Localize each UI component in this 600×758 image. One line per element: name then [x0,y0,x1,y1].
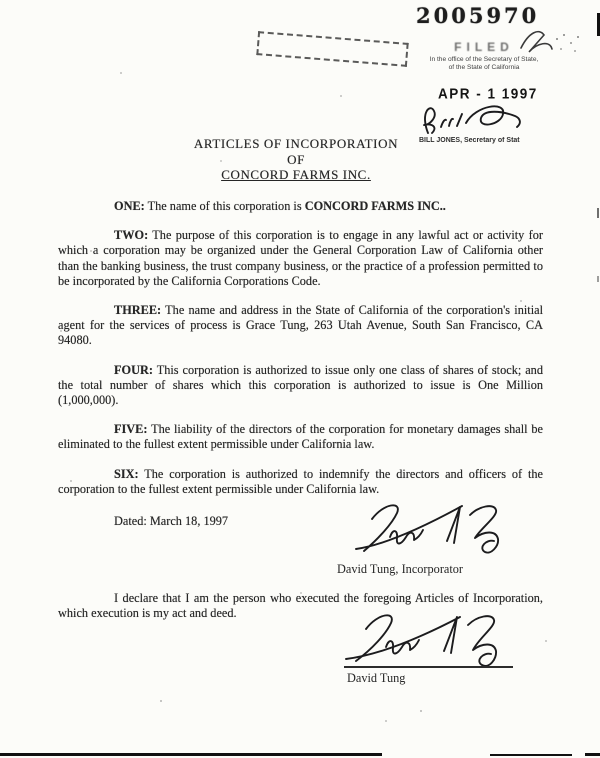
paragraph-one-label: ONE: [114,199,145,213]
scan-speck [420,710,422,712]
document-number-stamp: 2005970 [416,3,540,28]
paragraph-six-label: SIX: [114,466,139,481]
scan-speck [90,250,92,252]
dated-line: Dated: March 18, 1997 [114,514,229,529]
paragraph-three-text: The name and address in the State of California of the corporation's initial agent for the services of process is Grace Tung, 263 Utah Avenue, South San Francisco, CA 94080. [58,303,543,348]
scan-speck [300,592,302,594]
scan-speck [556,38,558,40]
filed-stamp-line-2: of the State of California [448,64,520,71]
declaration-paragraph: I declare that I am the person who executed the foregoing Articles of Incorporation, which execution is my act and deed. [58,591,543,621]
paragraph-two-text: The purpose of this corporation is to engage in any lawful act or activity for which a corporation may be organized under the General Corporation Law of California other than the banking business, the trust company business, or the practice of a profession permitted to be incorporated by the California Corporations Code. [58,228,543,288]
scan-speck [160,700,162,702]
paragraph-six-text: The corporation is authorized to indemnify the directors and officers of the corporation to the fullest extent permissible under California law. [58,466,544,496]
scan-speck [220,160,222,162]
paragraph-four [58,363,543,409]
scan-bottom-line [490,754,572,756]
scan-speck [60,330,62,332]
paragraph-three-label: THREE: [114,303,162,318]
paragraph-three [58,303,543,349]
scan-speck [120,72,122,74]
title-line-1: ARTICLES OF INCORPORATION [193,136,399,151]
scan-speck [340,95,342,97]
paragraph-two-label: TWO: [114,228,149,243]
scan-speck [574,50,576,52]
title-line-2: OF [287,151,305,167]
scan-speck [480,430,482,432]
david-tung-signature-2-icon [342,611,512,669]
filed-stamp-line-1: In the office of the Secretary of State, [429,56,539,63]
incorporator-signature-caption: David Tung, Incorporator [337,562,464,576]
signature-line [344,666,513,668]
paragraph-six [58,467,543,497]
paragraph-four-label: FOUR: [114,362,153,377]
scan-speck [385,720,387,722]
paragraph-five-label: FIVE: [114,422,148,437]
scan-edge-mark [597,276,599,282]
scan-speck [577,36,579,38]
david-tung-signature-icon [350,499,510,561]
scan-speck [563,34,565,36]
paragraph-two [58,228,543,289]
scan-edge-mark [597,208,599,218]
document-title [155,136,437,183]
secretary-of-state-caption: BILL JONES, Secretary of Stat [419,137,520,144]
filed-stamp-title: FILED [454,40,514,54]
scan-speck [570,42,572,44]
scan-speck [560,48,562,50]
scan-speck [520,300,522,302]
scan-bottom-line [585,753,600,756]
paragraph-five-text: The liability of the directors of the corporation for monetary damages shall be eliminated to the fullest extent permissible under California law. [58,422,544,452]
scan-speck [70,480,72,482]
paragraph-one-text: The name of this corporation is [147,199,302,213]
articles-body [58,199,543,543]
filed-stamp [405,38,563,72]
title-line-3: CONCORD FARMS INC. [221,167,371,182]
scan-bottom-line [0,753,382,756]
signatory-name-caption: David Tung [347,671,406,685]
filed-initials-scribble-icon [517,26,559,58]
paragraph-one [58,199,543,214]
filing-date-stamp: APR - 1 1997 [438,85,538,102]
paragraph-four-text: This corporation is authorized to issue only one class of shares of stock; and the total number of shares which this corporation is authorized to issue is One Million (1,000,000). [58,362,543,408]
scan-speck [545,640,547,642]
paragraph-five [58,422,543,452]
dashed-outline-box [256,31,408,67]
paragraph-one-strong: CONCORD FARMS INC.. [304,199,446,213]
